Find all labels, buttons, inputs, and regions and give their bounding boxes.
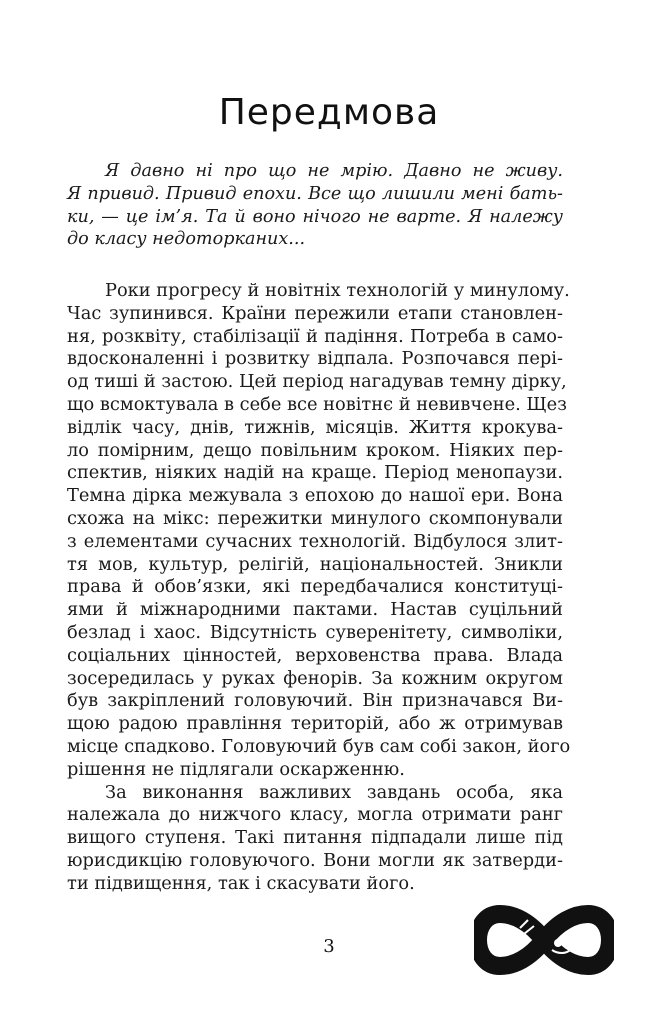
body-line: вищого ступеня. Такі питання підпадали лише під — [67, 827, 563, 849]
body-line: Темна дірка межувала з епохою до нашої ери. Вона — [67, 485, 563, 507]
body-line: права й обов’язки, які передбачалися конституці- — [67, 576, 563, 598]
epigraph-line: Я привид. Привид епохи. Все що лишили мені бать- — [67, 183, 563, 204]
epigraph — [67, 160, 563, 251]
body-line: з елементами сучасних технологій. Відбулося злит- — [67, 530, 563, 552]
epigraph-line: ки, — це ім’я. Та й воно нічого не варте. Я належу — [67, 206, 563, 227]
body-line: щою радою правління територій, або ж отримував — [67, 713, 563, 735]
body-line: ня, розквіту, стабілізації й падіння. Потреба в само- — [67, 325, 563, 347]
chapter-title: Передмова — [218, 92, 440, 133]
body-line: тя мов, культур, релігій, національностей. Зникли — [67, 553, 563, 575]
body-line: зосередилась у руках фенорів. За кожним округом — [67, 667, 563, 689]
body-line: вдосконаленні і розвитку відпала. Розпочався пері- — [67, 348, 563, 370]
infinity-serpent-logo-icon — [474, 900, 614, 980]
body-line: Час зупинився. Країни пережили етапи становлен- — [67, 302, 563, 324]
body-line: що всмоктувала в себе все новітнє й невивчене. Щез — [67, 393, 567, 415]
body-line: ти підвищення, так і скасувати його. — [67, 872, 415, 894]
body-line: спектив, ніяких надій на краще. Період менопаузи. — [67, 462, 563, 484]
epigraph-line: до класу недоторканих... — [67, 229, 306, 250]
body-line: ями й міжнародними пактами. Настав суцільний — [67, 599, 563, 621]
body-line: схожа на мікс: пережитки минулого скомпонували — [67, 507, 563, 529]
body-text — [67, 280, 571, 896]
body-line: од тиші й застою. Цей період нагадував темну дірку, — [67, 371, 567, 393]
body-line: юрисдикцію головуючого. Вони могли як затверди- — [67, 849, 563, 871]
page-number: 3 — [323, 936, 335, 957]
body-line: рішення не підлягали оскарженню. — [67, 758, 405, 780]
body-line: За виконання важливих завдань особа, яка — [105, 781, 563, 803]
body-line: належала до нижчого класу, могла отримати ранг — [67, 804, 563, 826]
body-line: Роки прогресу й новітніх технологій у минулому. — [105, 280, 570, 301]
body-line: відлік часу, днів, тижнів, місяців. Життя крокува- — [67, 416, 563, 438]
body-line: був закріплений головуючий. Він призначався Ви- — [67, 690, 563, 712]
body-line: місце спадково. Головуючий був сам собі закон, його — [67, 735, 571, 757]
epigraph-line: Я давно ні про що не мрію. Давно не живу. — [105, 161, 563, 181]
body-line: безлад і хаос. Відсутність суверенітету, символіки, — [67, 621, 563, 643]
body-line: соціальних цінностей, верховенства права. Влада — [67, 644, 563, 666]
body-line: ло помірним, дещо повільним кроком. Ніяких пер- — [67, 439, 563, 461]
